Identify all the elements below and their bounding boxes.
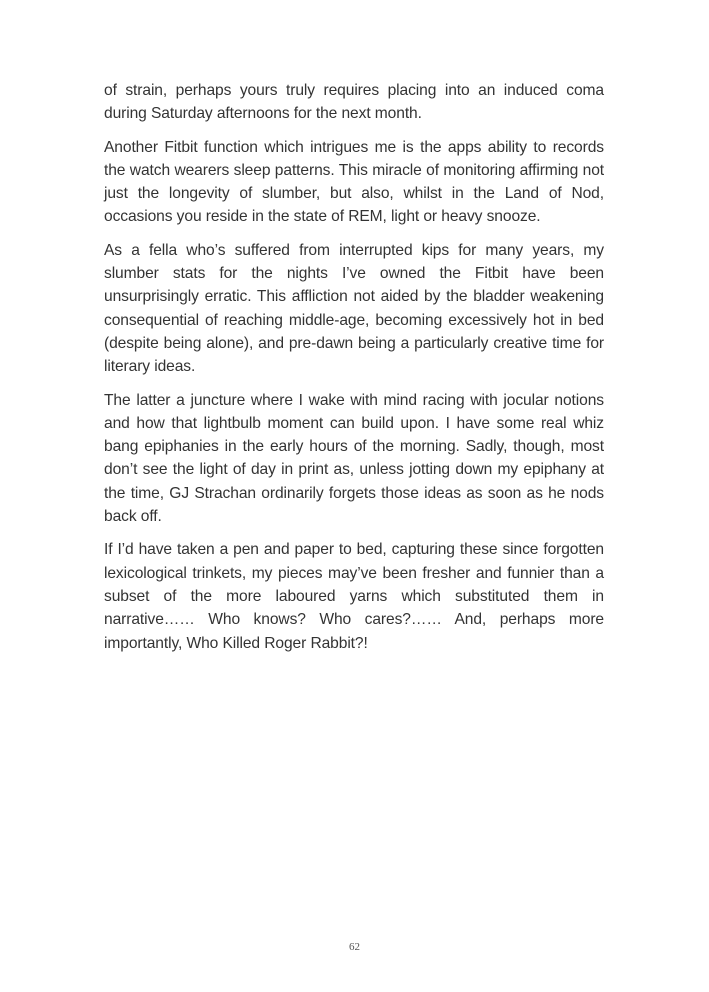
paragraph-1: of strain, perhaps yours truly requires placing into an induced coma during Saturday afternoons for the next month. <box>104 82 604 123</box>
paragraph-3: As a fella who’s suffered from interrupted kips for many years, my slumber stats for the nights I’ve owned the Fitbit have been unsurprisingly erratic. This affliction not aided by the bladder weakening consequential of reaching middle-age, becoming excessively hot in bed (despite being alone), and pre-dawn being a particularly creative time for literary ideas. <box>104 241 604 376</box>
body-text <box>104 79 604 665</box>
page-number: 62 <box>349 941 360 953</box>
paragraph-5: If I’d have taken a pen and paper to bed, capturing these since forgotten lexicological trinkets, my pieces may’ve been fresher and funnier than a subset of the more laboured yarns which substituted them in narrative…… Who knows? Who cares?…… And, perhaps more importantly, Who Killed Roger Rabbit?! <box>104 541 604 652</box>
paragraph-2: Another Fitbit function which intrigues me is the apps ability to records the watch wearers sleep patterns. This miracle of monitoring affirming not just the longevity of slumber, but also, whilst in the Land of Nod, occasions you reside in the state of REM, light or heavy snooze. <box>104 138 604 226</box>
paragraph-4: The latter a juncture where I wake with mind racing with jocular notions and how that lightbulb moment can build upon. I have some real whiz bang epiphanies in the early hours of the morning. Sadly, though, most don’t see the light of day in print as, unless jotting down my epiphany at the time, GJ Strachan ordinarily forgets those ideas as soon as he nods back off. <box>104 391 604 526</box>
